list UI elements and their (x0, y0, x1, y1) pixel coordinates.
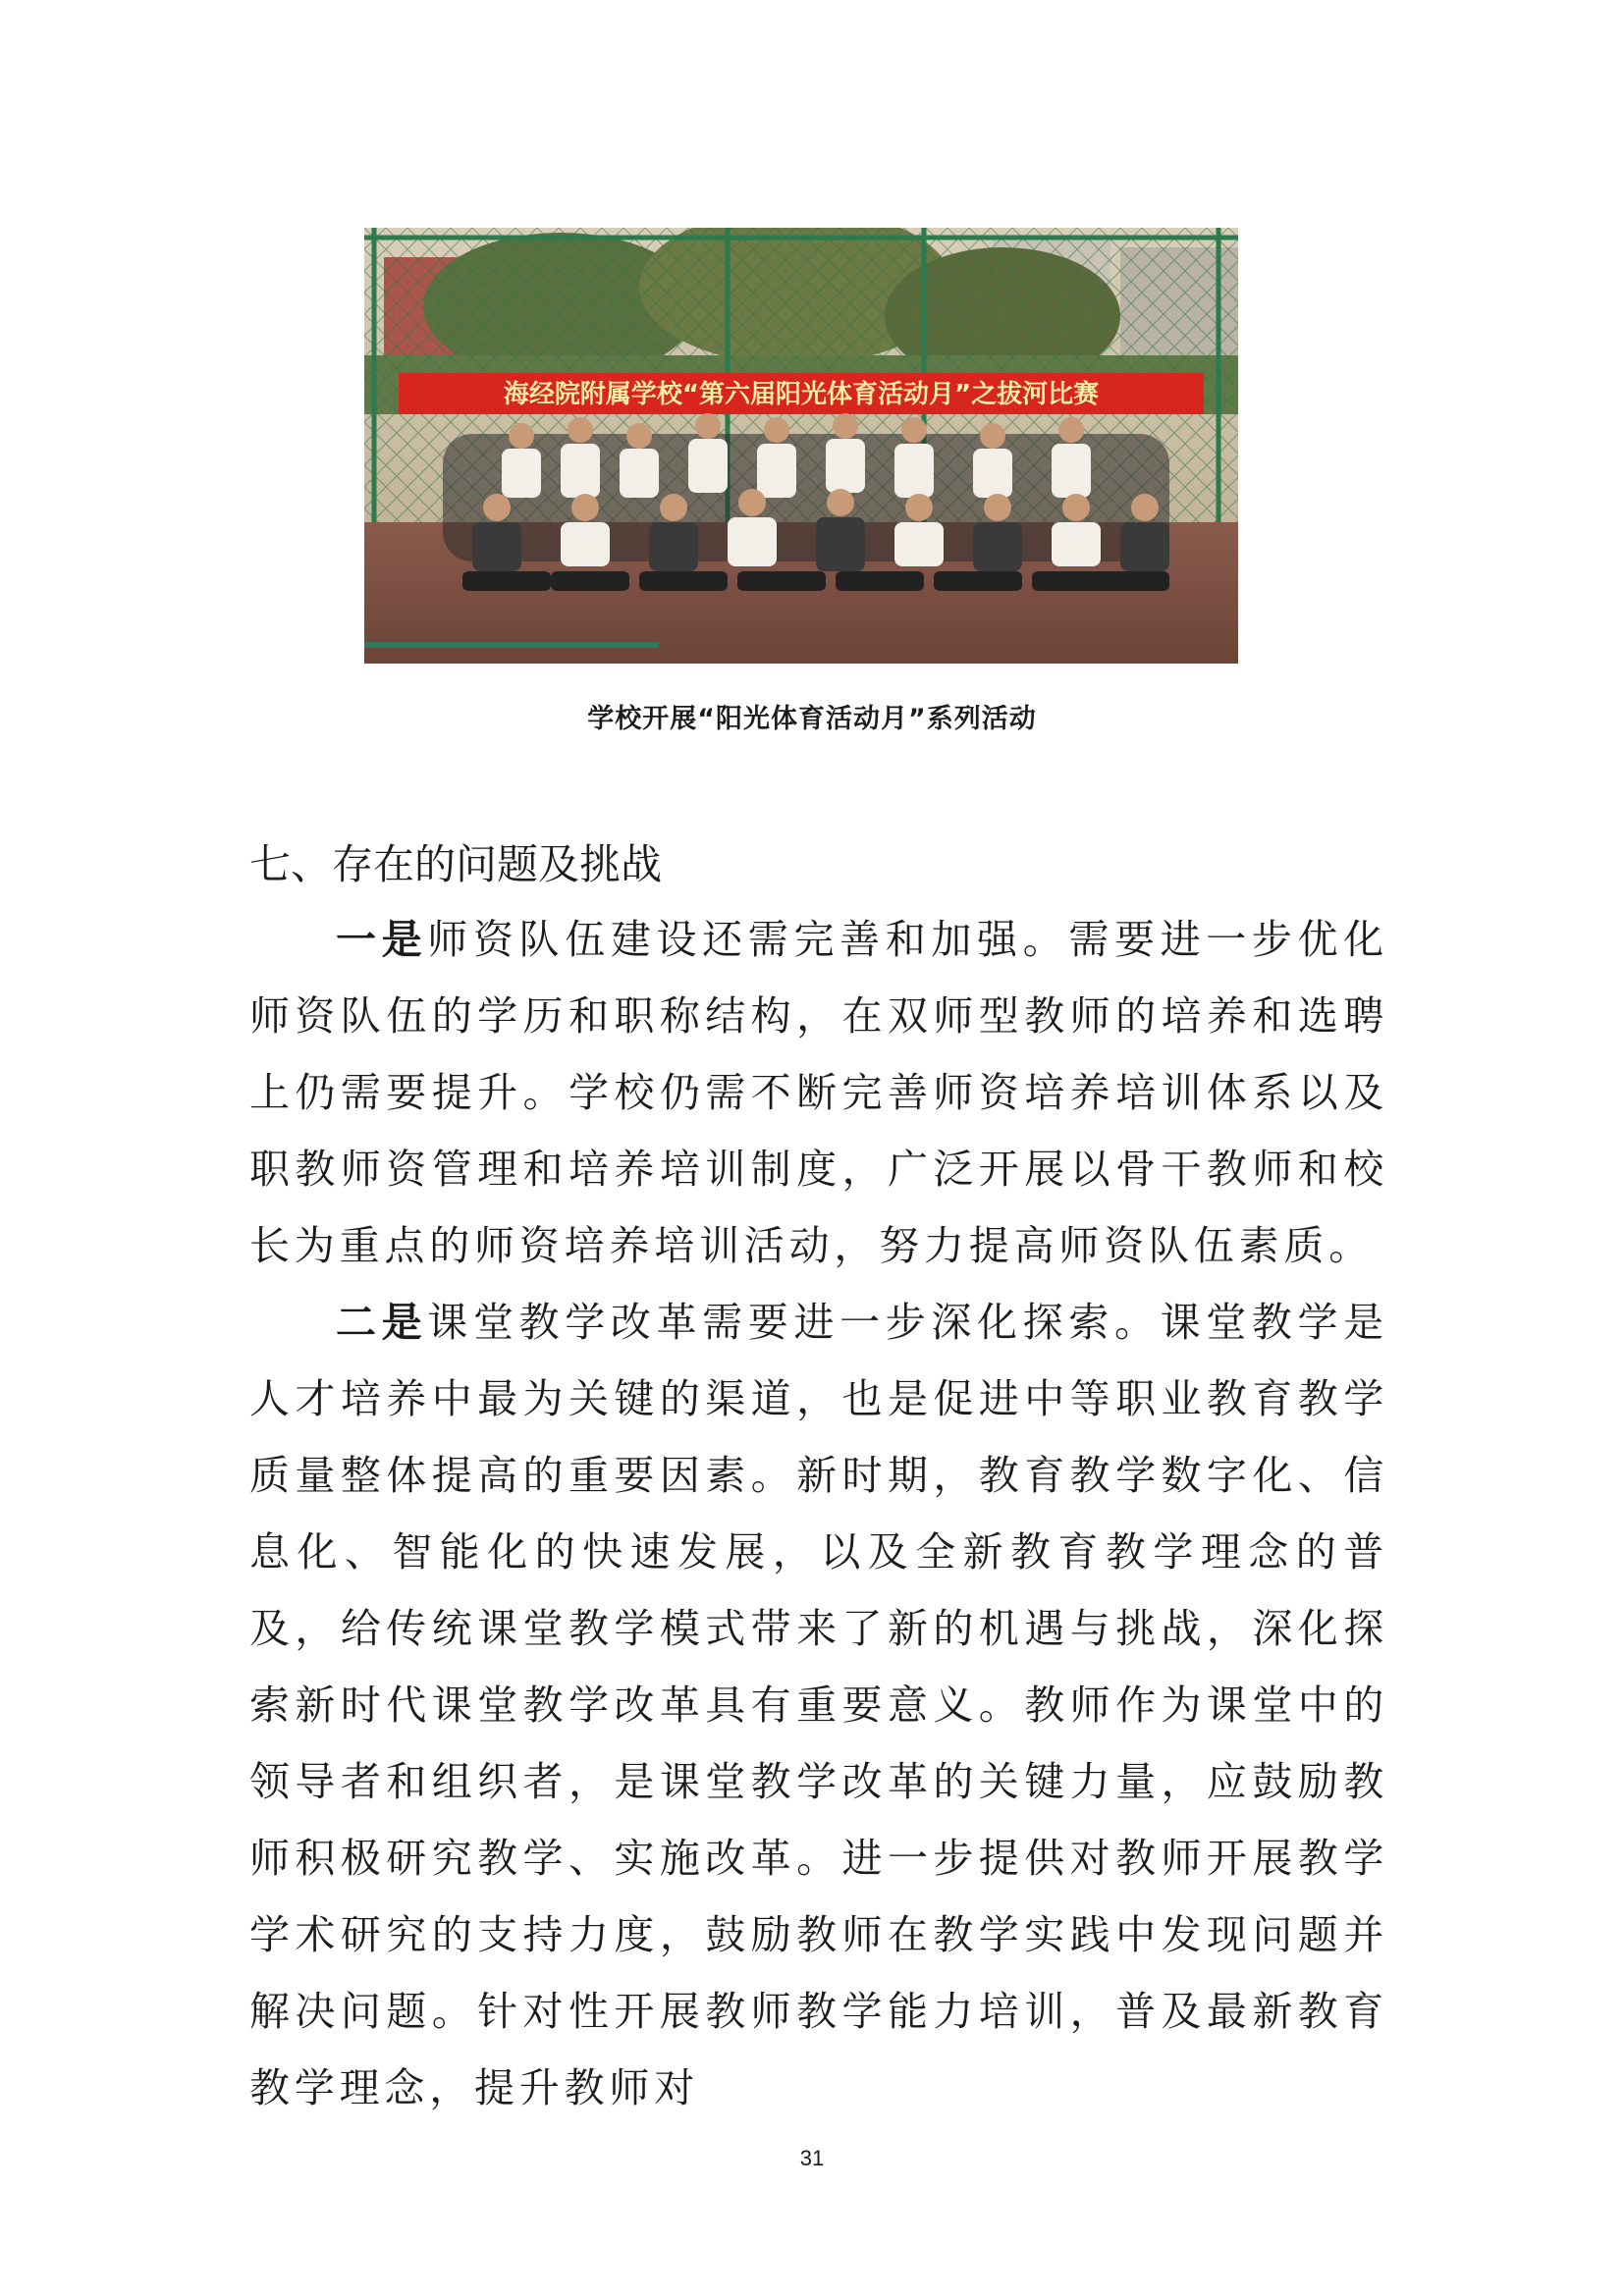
paragraph-1 (249, 901, 1388, 1284)
paragraph-1-text: 师资队伍建设还需完善和加强。需要进一步优化师资队伍的学历和职称结构，在双师型教师的培养和选聘上仍需要提升。学校仍需不断完善师资培养培训体系以及职教师资管理和培养培训制度，广泛开展以骨干教师和校长为重点的师资培养培训活动，努力提高师资队伍素质。 (249, 916, 1388, 1269)
page-number: 31 (799, 2146, 825, 2170)
paragraph-1-lead: 一是 (336, 916, 428, 963)
group-photo-image (364, 228, 1238, 664)
banner-text: 海经院附属学校“第六届阳光体育活动月”之拔河比赛 (503, 380, 1100, 409)
paragraph-2-text: 课堂教学改革需要进一步深化探索。课堂教学是人才培养中最为关键的渠道，也是促进中等职业教育教学质量整体提高的重要因素。新时期，教育教学数字化、信息化、智能化的快速发展，以及全新教育教学理念的普及，给传统课堂教学模式带来了新的机遇与挑战，深化探索新时代课堂教学改革具有重要意义。教师作为课堂中的领导者和组织者，是课堂教学改革的关键力量，应鼓励教师积极研究教学、实施改革。进一步提供对教师开展教学学术研究的支持力度，鼓励教师在教学实践中发现问题并解决问题。针对性开展教师教学能力培训，普及最新教育教学理念，提升教师对 (249, 1299, 1388, 2111)
paragraph-2 (249, 1284, 1388, 2126)
photo-caption: 学校开展“阳光体育活动月”系列活动 (587, 704, 1037, 734)
group-photo (364, 228, 1238, 664)
section-heading: 七、存在的问题及挑战 (249, 840, 663, 888)
paragraph-2-lead: 二是 (336, 1299, 428, 1346)
